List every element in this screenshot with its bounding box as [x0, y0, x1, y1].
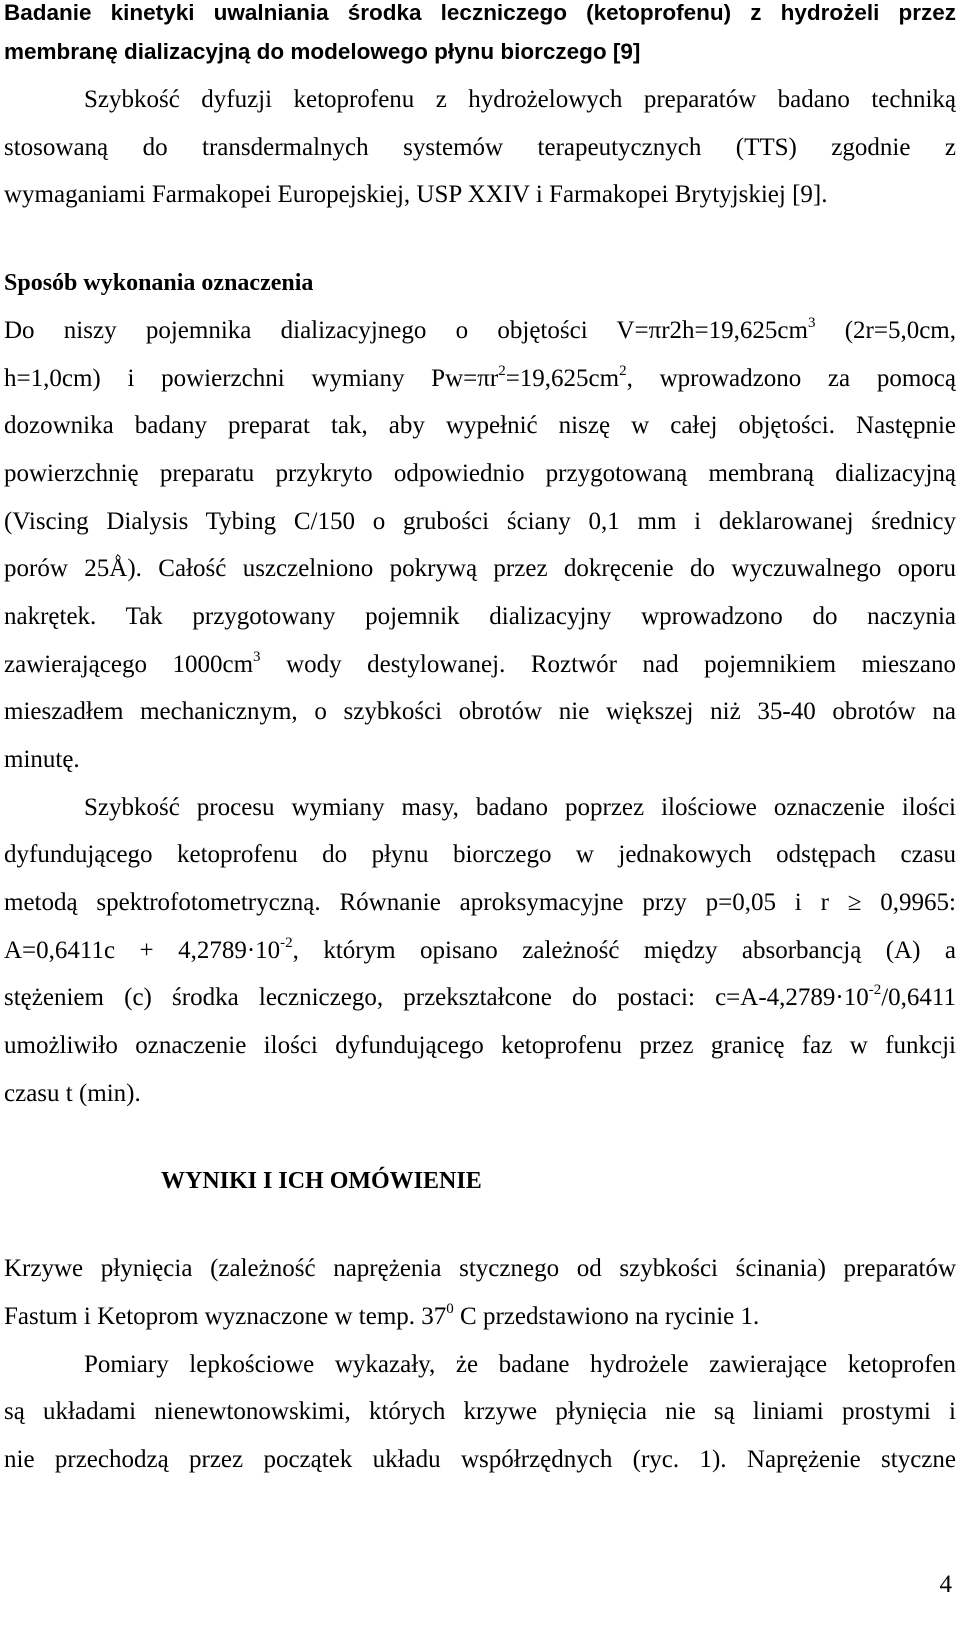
- text-line: dyfundującego ketoprofenu do płynu biorczego w jednakowych odstępach czasu: [4, 841, 956, 868]
- text-line: metodą spektrofotometryczną. Równanie aproksymacyjne przy p=0,05 i r ≥ 0,9965:: [4, 889, 956, 916]
- text-line: są układami nienewtonowskimi, których krzywe płynięcia nie są liniami prostymi i: [4, 1398, 956, 1425]
- heading-line: membranę dializacyjną do modelowego płynu biorczego [9]: [4, 39, 641, 64]
- heading-line: Badanie kinetyki uwalniania środka leczniczego (ketoprofenu) z hydrożeli przez: [4, 0, 956, 25]
- text-line: Krzywe płynięcia (zależność naprężenia stycznego od szybkości ścinania) preparatów: [4, 1255, 956, 1282]
- text-line: porów 25Ǻ). Całość uszczelniono pokrywą przez dokręcenie do wyczuwalnego oporu: [4, 555, 956, 582]
- text-line: Pomiary lepkościowe wykazały, że badane hydrożele zawierające ketoprofen: [84, 1351, 956, 1378]
- method-heading: Sposób wykonania oznaczenia: [4, 270, 314, 296]
- text-line: umożliwiło oznaczenie ilości dyfundującego ketoprofenu przez granicę faz w funkcji: [4, 1032, 956, 1059]
- text-line: powierzchnię preparatu przykryto odpowiednio przygotowaną membraną dializacyjną: [4, 460, 956, 487]
- text-line: $A=0,6411c + 4,2789\cdot 10^{-2}$, którym opisano zależność między absorbancją (A) a: [4, 936, 956, 964]
- text-line: h=1,0cm) i powierzchni wymiany $Pw=\pi r^2=19,625cm^2$, wprowadzono za pomocą: [4, 364, 956, 392]
- text-line: stosowaną do transdermalnych systemów terapeutycznych (TTS) zgodnie z: [4, 134, 956, 161]
- text-line: dozownika badany preparat tak, aby wypełnić niszę w całej objętości. Następnie: [4, 412, 956, 439]
- text-line: Do niszy pojemnika dializacyjnego o objętości $V=\pi r2h=19,625cm^3$ (2r=5,0cm,: [4, 316, 956, 344]
- text-line: Szybkość procesu wymiany masy, badano poprzez ilościowe oznaczenie ilości: [84, 794, 956, 821]
- text-line: nie przechodzą przez początek układu współrzędnych (ryc. 1). Naprężenie styczne: [4, 1446, 956, 1473]
- text-line: zawierającego $1000cm^3$ wody destylowanej. Roztwór nad pojemnikiem mieszano: [4, 650, 956, 678]
- page-number: 4: [939, 1571, 952, 1598]
- text-line: Fastum i Ketoprom wyznaczone w temp. $37^0$ C przedstawiono na rycinie 1.: [4, 1300, 760, 1330]
- text-line: czasu t (min).: [4, 1080, 141, 1107]
- text-line: Szybkość dyfuzji ketoprofenu z hydrożelowych preparatów badano techniką: [84, 86, 956, 113]
- text-line: stężeniem (c) środka leczniczego, przekształcone do postaci: $c=A-4,2789\cdot 10^{-2}/0,6411$: [4, 983, 956, 1011]
- text-line: wymaganiami Farmakopei Europejskiej, USP XXIV i Farmakopei Brytyjskiej [9].: [4, 181, 828, 208]
- text-line: (Viscing Dialysis Tybing C/150 o grubości ściany 0,1 mm i deklarowanej średnicy: [4, 508, 956, 535]
- text-line: minutę.: [4, 746, 80, 773]
- text-line: mieszadłem mechanicznym, o szybkości obrotów nie większej niż 35-40 obrotów na: [4, 698, 956, 725]
- text-line: nakrętek. Tak przygotowany pojemnik dializacyjny wprowadzono do naczynia: [4, 603, 956, 630]
- results-heading: WYNIKI I ICH OMÓWIENIE: [161, 1168, 482, 1194]
